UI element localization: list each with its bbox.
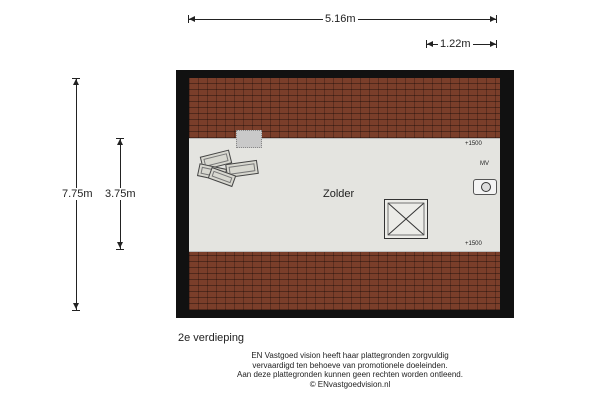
arrow-up-icon [73,79,79,85]
vent-icon [236,130,262,148]
disclaimer-line: Aan deze plattegronden kunnen geen rechten worden ontleend. [237,370,463,379]
dimension-tick [116,249,124,250]
floor-name: 2e verdieping [178,332,245,344]
arrow-right-icon [490,41,496,47]
arrow-left-icon [427,41,433,47]
roof-slope-top [189,78,500,138]
arrow-right-icon [490,16,496,22]
arrow-up-icon [117,139,123,145]
arrow-down-icon [117,242,123,248]
mechanical-ventilation-icon [473,179,497,195]
top-overall-label: 5.16m [325,13,356,25]
top-partial-label: 1.22m [440,38,471,50]
roof-slope-bottom [189,250,500,310]
mv-label: MV [480,161,489,167]
skylight-icon [384,199,428,239]
room-label: Zolder [323,188,355,200]
arrow-down-icon [73,303,79,309]
disclaimer-line: vervaardigd ten behoeve van promotionele doeleinden. [252,360,448,370]
left-overall-label: 7.75m [62,188,93,200]
left-partial-label: 3.75m [105,188,136,200]
level-marker-bottom: +1500 [465,241,482,247]
disclaimer-line: EN Vastgoed vision heeft haar plattegronden zorgvuldig [251,351,449,360]
copyright: © ENvastgoedvision.nl [309,379,391,389]
level-marker-top: +1500 [465,141,482,147]
dimension-tick [72,310,80,311]
disclaimer [150,351,550,389]
arrow-left-icon [189,16,195,22]
